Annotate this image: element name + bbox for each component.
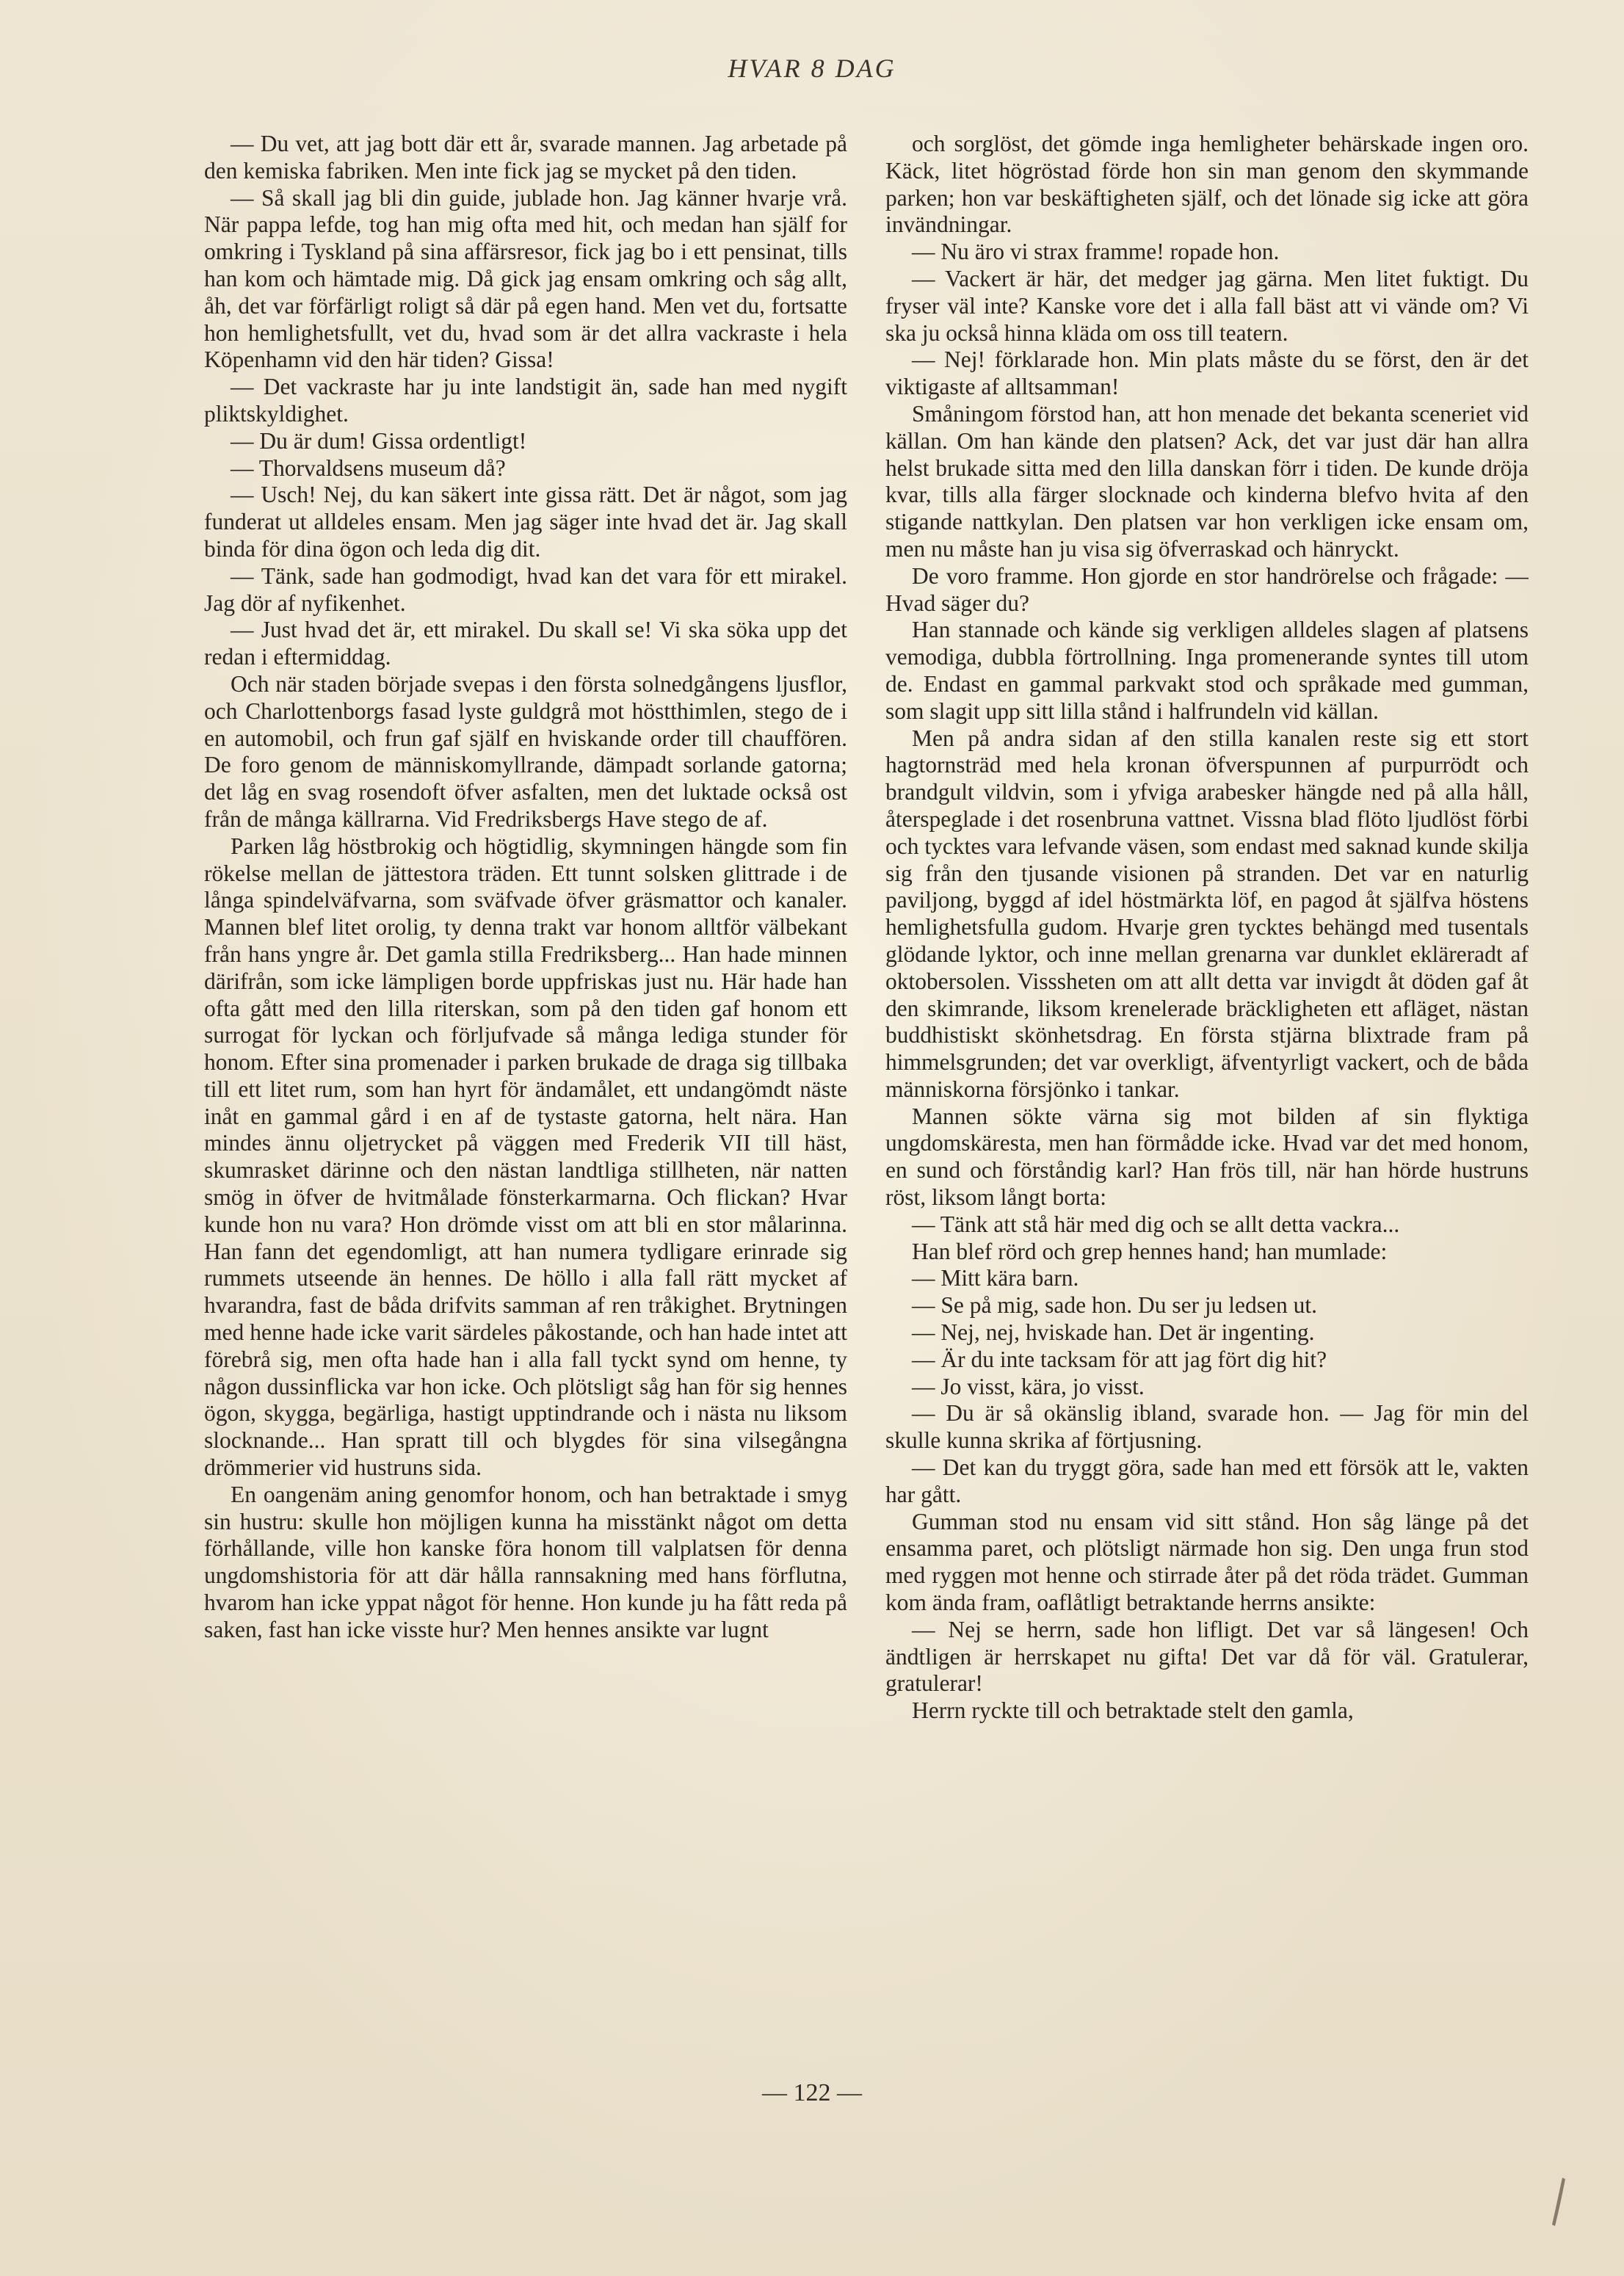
paragraph: Herrn ryckte till och betraktade stelt den gamla,	[912, 1697, 1354, 1724]
left-column	[204, 131, 847, 2084]
paragraph: Och när staden började svepas i den första solnedgångens ljusflor, och Charlottenborgs fasad lyste guldgrå mot höstthimlen, stego de i en automobil, och frun gaf själf en hviskande order till chauffören. De foro genom de människomyllrande, dämpadt sorlande gatorna; det låg en svag rosendoft öfver asfalten, men det luktade också ost från de många källrarna. Vid Fredriksbergs Have stego de af.	[204, 670, 847, 832]
paragraph: — Vackert är här, det medger jag gärna. Men litet fuktigt. Du fryser väl inte? Kanske vore det i alla fall bäst att vi vände om? Vi ska ju också hinna kläda om oss till teatern.	[885, 265, 1529, 346]
paragraph: — Se på mig, sade hon. Du ser ju ledsen ut.	[912, 1292, 1318, 1319]
paragraph: — Du är dum! Gissa ordentligt!	[231, 427, 527, 454]
right-column	[885, 131, 1529, 2084]
paragraph: Men på andra sidan af den stilla kanalen reste sig ett stort hagtornsträd med hela kronan öfverspunnen af purpurrödt och brandgult vildvin, som i yfviga arabesker hängde ned på alla håll, återspeglade i det rosenbruna vattnet. Vissna blad flöto ljudlöst förbi och tycktes vara lefvande väsen, som endast med saknad kunde skilja sig från den tjusande visionen på stranden. Det var en naturlig paviljong, byggd af idel höstmärkta löf, en pagod åt själfva höstens hemlighetsfulla gudom. Hvarje gren tycktes behängd med tusentals glödande lyktor, och inne mellan grenarna var dunklet ekläreradt af oktobersolen. Visssheten om att allt detta var invigdt åt döden gaf åt den skimrande, liksom krenelerade bräckligheten ett afläget, nästan buddhistiskt skönhetsdrag. En första stjärna blixtrade fram på himmelsgrunden; det var overkligt, äfventyrligt vackert, och de båda människorna försjönko i tankar.	[885, 725, 1529, 1102]
paragraph: — Så skall jag bli din guide, jublade hon. Jag känner hvarje vrå. När pappa lefde, tog han mig ofta med hit, och medan han själf for omkring i Tyskland på sina affärsresor, fick jag bo i ett pensinat, tills han kom och hämtade mig. Då gick jag ensam omkring och såg allt, åh, det var förfärligt roligt så där på egen hand. Men vet du, fortsatte hon hemlighetsfullt, vet du, hvad som är det allra vackraste i hela Köpenhamn vid den här tiden? Gissa!	[204, 184, 847, 373]
paragraph: Han stannade och kände sig verkligen alldeles slagen af platsens vemodiga, dubbla förtrollning. Inga promenerande syntes till utom de. Endast en gammal parkvakt stod och språkade med gumman, som slagit upp sitt lilla stånd i halfrundeln vid källan.	[885, 617, 1529, 724]
paragraph: — Du vet, att jag bott där ett år, svarade mannen. Jag arbetade på den kemiska fabriken. Men inte fick jag se mycket på den tiden.	[204, 131, 847, 184]
paragraph: — Nej se herrn, sade hon lifligt. Det var så längesen! Och ändtligen är herrskapet nu gifta! Det var då för väl. Gratulerar, gratulerar!	[885, 1616, 1529, 1697]
paragraph: — Tänk att stå här med dig och se allt detta vackra...	[912, 1211, 1400, 1237]
paragraph: — Mitt kära barn.	[912, 1265, 1079, 1291]
paragraph: Småningom förstod han, att hon menade det bekanta sceneriet vid källan. Om han kände den platsen? Ack, det var just där han allra helst brukade sitta med den lilla danskan förr i tiden. De kunde dröja kvar, tills alla färger slocknade och kinderna blefvo hvita af den stigande nattkylan. Den platsen var hon verkligen icke ensam om, men nu måste han ju visa sig öfverraskad och hänryckt.	[885, 400, 1529, 562]
paragraph: — Thorvaldsens museum då?	[231, 454, 506, 481]
paragraph: De voro framme. Hon gjorde en stor handrörelse och frågade: — Hvad säger du?	[885, 562, 1529, 616]
paragraph: Han blef rörd och grep hennes hand; han mumlade:	[912, 1238, 1388, 1264]
ink-mark	[1549, 2176, 1568, 2228]
paragraph: — Du är så okänslig ibland, svarade hon. — Jag för min del skulle kunna skrika af förtjusning.	[885, 1400, 1529, 1454]
paragraph: — Nej, nej, hviskade han. Det är ingenting.	[912, 1319, 1315, 1346]
page-header: HVAR 8 DAG	[728, 54, 896, 83]
paragraph: — Tänk, sade han godmodigt, hvad kan det vara för ett mirakel. Jag dör af nyfikenhet.	[204, 562, 847, 616]
paragraph: — Nu äro vi strax framme! ropade hon.	[912, 239, 1280, 265]
paragraph: Mannen sökte värna sig mot bilden af sin flyktiga ungdomskäresta, men han förmådde icke. Hvad var det med honom, en sund och förståndig karl? Han frös till, när han hörde hustruns röst, liksom långt borta:	[885, 1103, 1529, 1211]
paragraph: Parken låg höstbrokig och högtidlig, skymningen hängde som fin rökelse mellan de jättestora träden. Ett tunnt solsken glittrade i de långa spindelväfvarna, som sväfvade öfver gräsmattor och kanaler. Mannen blef litet orolig, ty denna trakt var honom alltför välbekant från hans yngre år. Det gamla stilla Fredriksberg... Han hade minnen därifrån, som icke lämpligen borde uppfriskas just nu. Här hade han ofta gått med den lilla riterskan, som på den tiden gaf honom ett surrogat för lyckan och förljufvade så många lediga stunder för honom. Efter sina promenader i parken brukade de draga sig tillbaka till ett litet rum, som han hyrt för ändamålet, ett undangömdt näste inåt en gammal gård i en af de tystaste gatorna, helt nära. Han mindes ännu oljetrycket på väggen med Frederik VII till häst, skumrasket därinne och den nästan landtliga stillheten, när natten smög in öfver de hvitmålade fönsterkarmarna. Och flickan? Hvar kunde hon nu vara? Hon drömde visst om att bli en stor målarinna. Han fann det egendomligt, att han numera tydligare erinrade sig rummets utseende än hennes. De höllo i alla fall rätt mycket af hvarandra, fast de båda drifvits samman af ren tråkighet. Brytningen med henne hade icke varit särdeles påkostande, och han hade intet att förebrå sig, men ofta hade han i alla fall tyckt synd om henne, ty någon dussinflicka var hon icke. Och plötsligt såg han för sig hennes ögon, skygga, begärliga, hastigt upptindrande och i nästa nu liksom slocknande... Han spratt till och blygdes för sina vilsegångna drömmerier vid hustruns sida.	[204, 833, 847, 1481]
paragraph: — Det kan du tryggt göra, sade han med ett försök att le, vakten har gått.	[885, 1454, 1529, 1507]
paragraph: och sorglöst, det gömde inga hemligheter behärskade ingen oro. Käck, litet högröstad förde hon sin man genom den skymmande parken; hon var beskäftigheten själf, och det lönade sig icke att göra invändningar.	[885, 131, 1529, 238]
page-number: — 122 —	[762, 2079, 862, 2106]
paragraph: — Just hvad det är, ett mirakel. Du skall se! Vi ska söka upp det redan i eftermiddag.	[204, 617, 847, 670]
paragraph: — Jo visst, kära, jo visst.	[912, 1373, 1145, 1399]
paragraph: Gumman stod nu ensam vid sitt stånd. Hon såg länge på det ensamma paret, och plötsligt närmade hon sig. Den unga frun stod med ryggen mot henne och stirrade åter på det röda trädet. Gumman kom ända fram, oaflåtligt betraktande herrns ansikte:	[885, 1508, 1529, 1616]
paragraph: — Usch! Nej, du kan säkert inte gissa rätt. Det är något, som jag funderat ut alldeles ensam. Men jag säger inte hvad det är. Jag skall binda för dina ögon och leda dig dit.	[204, 482, 847, 562]
paragraph: — Är du inte tacksam för att jag fört dig hit?	[912, 1346, 1327, 1372]
paragraph: — Nej! förklarade hon. Min plats måste du se först, den är det viktigaste af alltsamman!	[885, 347, 1529, 400]
paragraph: — Det vackraste har ju inte landstigit än, sade han med nygift pliktskyldighet.	[204, 374, 847, 427]
paragraph: En oangenäm aning genomfor honom, och han betraktade i smyg sin hustru: skulle hon möjligen kunna ha misstänkt något om detta förhållande, ville hon kanske föra honom till valplatsen för denna ungdomshistoria för att där hålla rannsakning med hans förflutna, hvarom han icke yppat något för henne. Hon kunde ju ha fått reda på saken, fast han icke visste hur? Men hennes ansikte var lugnt	[204, 1481, 847, 1642]
